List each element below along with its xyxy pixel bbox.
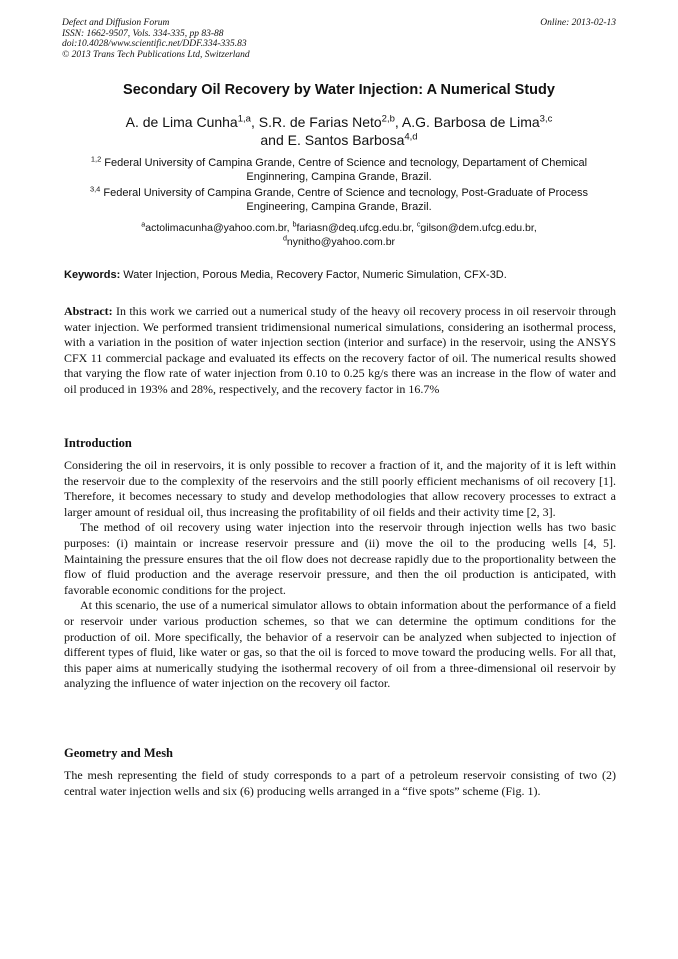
abstract-label: Abstract: (64, 304, 113, 318)
email-link: nynitho@yahoo.com.br (286, 236, 396, 248)
author-superscript: 3,c (539, 113, 553, 125)
doi-line: doi:10.4028/www.scientific.net/DDF.334-335.83 (62, 39, 247, 49)
author-name: , S.R. de Farias Neto (250, 114, 382, 130)
author-emails (64, 221, 614, 249)
issn-line: ISSN: 1662-9507, Vols. 334-335, pp 83-88 (62, 28, 224, 39)
abstract (64, 304, 616, 398)
keywords (64, 269, 616, 281)
email-superscript: d (282, 234, 287, 243)
journal-name: Defect and Diffusion Forum (62, 18, 170, 28)
email-superscript: c (416, 220, 421, 229)
copyright-line: © 2013 Trans Tech Publications Ltd, Switzerland (62, 49, 250, 60)
online-date: Online: 2013-02-13 (540, 18, 616, 28)
affiliation-1 (64, 156, 614, 184)
section-heading-introduction: Introduction (64, 436, 132, 450)
paragraph: The mesh representing the field of study corresponds to a part of a petroleum reservoir consisting of two (2) central water injection wells and six (6) producing wells arranged in a “five spots” scheme (Fig. 1). (64, 768, 616, 798)
author-superscript: 4,d (404, 131, 418, 143)
author-name: A. de Lima Cunha (125, 114, 238, 130)
paragraph: At this scenario, the use of a numerical simulator allows to obtain information about the performance of a field or reservoir under various production schemes, so that we can determine the optimum conditions for the production of oil. More specifically, the behavior of a reservoir can be analyzed when subjected to injection of different types of fluid, like water or gas, so that the oil is forced to move toward the producing wells. For all that, this paper aims at numerically studying the isothermal recovery of oil from a three-dimensional oil reservoir by analyzing the influence of water injection on the recovery oil factor. (64, 598, 616, 691)
email-superscript: a (141, 220, 146, 229)
author-superscript: 1,a (237, 113, 251, 125)
affiliation-2 (64, 186, 614, 214)
abstract-text: In this work we carried out a numerical study of the heavy oil recovery process in oil reservoir through water injection. We performed transient tridimensional numerical simulations, considering an isothermal process, with a variation in the position of water injection section (interior and surface) in the reservoir, using the ANSYS CFX 11 commercial package and evaluated its effects on the recovery factor of oil. The numerical results showed that varying the flow rate of water injection from 0.10 to 0.25 kg/s there was an increase in the flow of water and oil produced in 193% and 28%, respectively, and the recovery factor in 16.7% (64, 304, 616, 396)
journal-header (62, 18, 616, 60)
email-link: gilson@dem.ufcg.edu.br, (420, 222, 537, 234)
affiliation-superscript: 1,2 (90, 154, 102, 164)
paragraph: Considering the oil in reservoirs, it is only possible to recover a fraction of it, and the majority of it is left within the reservoir due to the complexity of the reservoirs and the still poorly efficient mechanisms of oil recovery [1]. Therefore, it becomes necessary to study and develop methodologies that allow recovery processes to extract a larger amount of residual oil, thus increasing the profitability of oil fields and their activity time [2, 3]. (64, 458, 616, 519)
author-name: , A.G. Barbosa de Lima (394, 114, 540, 130)
introduction-body (64, 458, 616, 692)
keywords-label: Keywords: (64, 269, 121, 281)
affiliation-text: Federal University of Campina Grande, Centre of Science and tecnology, Post-Graduate of Process Engineering, Campina Grande, Brazil. (100, 187, 589, 213)
email-link: fariasn@deq.ufcg.edu.br, (296, 222, 417, 234)
author-list (40, 113, 638, 149)
paragraph: The method of oil recovery using water injection into the reservoir through injection wells has two basic purposes: (i) maintain or increase reservoir pressure and (ii) move the oil to the producing wells [4, 5]. Maintaining the pressure ensures that the oil flow does not decrease rapidly due to the proportionality between the flow of fluid production and the average reservoir pressure, and then the oil production is anticipated, with favorable economic conditions for the project. (64, 520, 616, 597)
paper-title: Secondary Oil Recovery by Water Injection: A Numerical Study (123, 82, 555, 98)
affiliation-superscript: 3,4 (89, 184, 101, 194)
email-link: actolimacunha@yahoo.com.br, (145, 222, 293, 234)
email-superscript: b (292, 220, 297, 229)
geometry-body (64, 768, 616, 799)
section-heading-geometry: Geometry and Mesh (64, 746, 174, 760)
keywords-text: Water Injection, Porous Media, Recovery Factor, Numeric Simulation, CFX-3D. (120, 269, 507, 281)
author-superscript: 2,b (381, 113, 395, 125)
author-name: and E. Santos Barbosa (260, 132, 405, 148)
affiliation-text: Federal University of Campina Grande, Centre of Science and tecnology, Departament of Chemical Enginnering, Campina Grande, Brazil. (101, 157, 588, 183)
